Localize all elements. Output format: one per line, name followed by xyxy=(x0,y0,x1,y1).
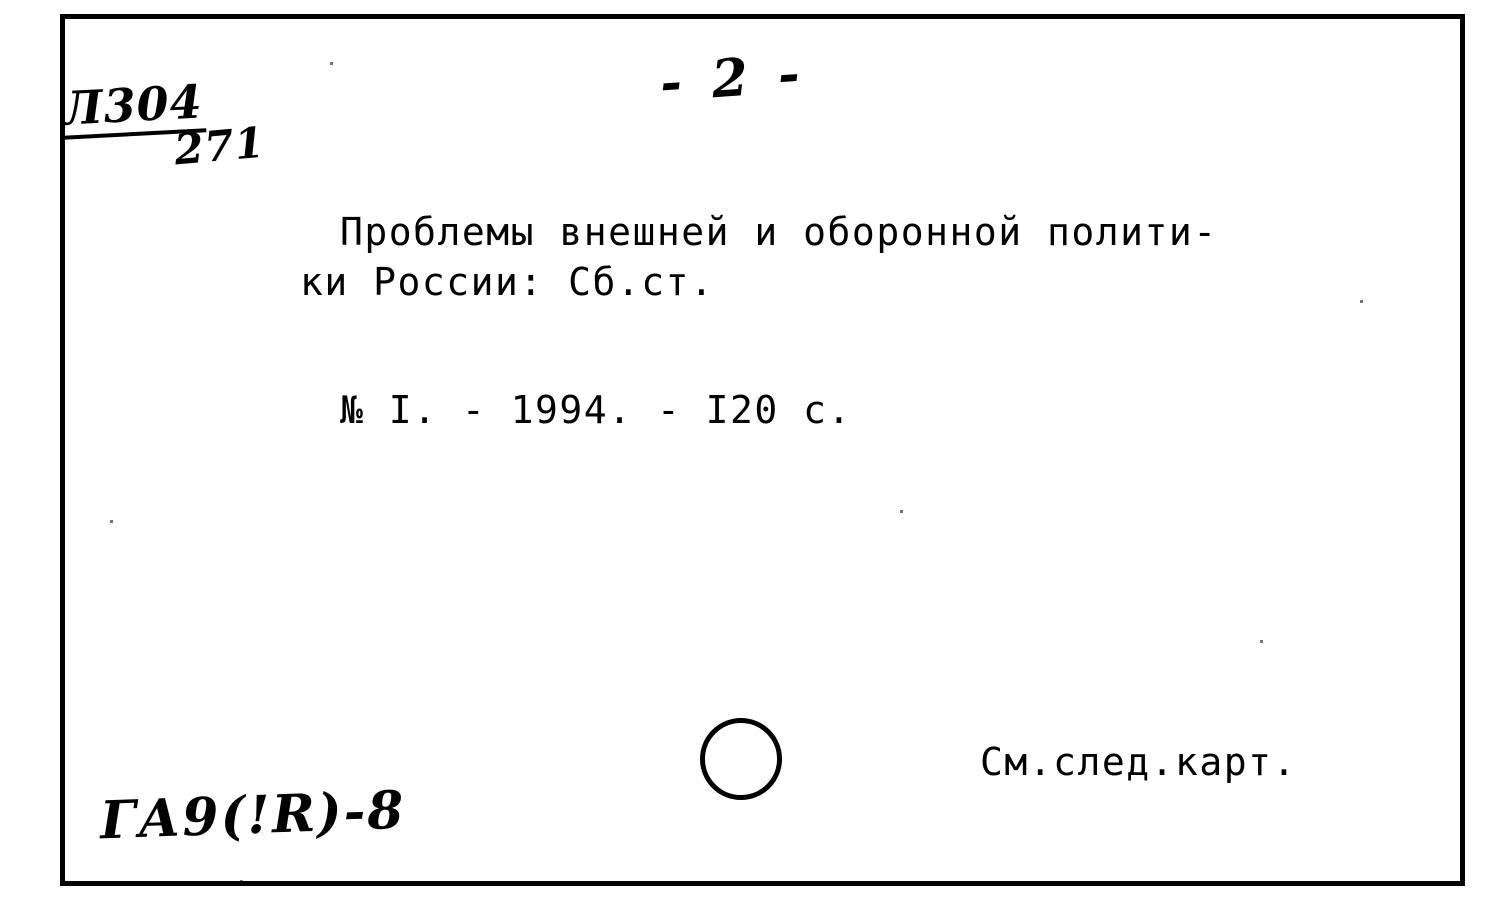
shelf-mark-numerator: Л304 xyxy=(61,74,207,139)
scan-speckle xyxy=(1260,640,1263,643)
circle-stamp-icon xyxy=(700,718,782,800)
class-mark: ГА9(!R)-8 xyxy=(99,779,407,852)
scan-speckle xyxy=(240,880,243,883)
scan-speckle xyxy=(110,520,113,523)
issue-statement: № I. - 1994. - I20 с. xyxy=(340,388,852,432)
scan-speckle xyxy=(1360,300,1363,303)
shelf-mark xyxy=(60,74,267,175)
continuation-note: См.след.карт. xyxy=(980,740,1297,784)
scan-speckle xyxy=(900,510,903,513)
page-number: - 2 - xyxy=(658,42,808,115)
shelf-mark-denominator: 271 xyxy=(172,117,267,175)
scan-speckle xyxy=(330,62,333,65)
title-line-2: ки России: Сб.ст. xyxy=(300,260,715,304)
title-line-1: Проблемы внешней и оборонной полити- xyxy=(340,210,1218,254)
